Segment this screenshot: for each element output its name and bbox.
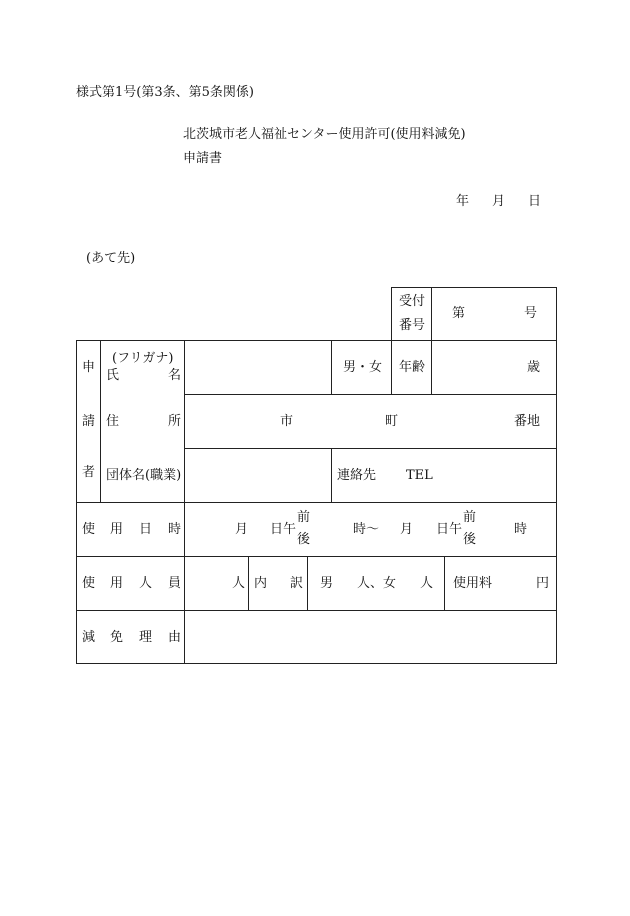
- reception-no-prefix: 第: [452, 306, 466, 321]
- divider: [444, 556, 445, 610]
- people-unit: 人: [232, 576, 246, 591]
- divider: [331, 340, 332, 394]
- addressee: (あて先): [86, 251, 136, 266]
- datetime-label-1: 使: [82, 522, 96, 537]
- divider: [76, 502, 557, 503]
- applicant-side-2: 請: [82, 414, 96, 429]
- divider: [331, 448, 332, 502]
- divider: [248, 556, 249, 610]
- datetime-pm: 後: [297, 532, 311, 547]
- divider: [76, 610, 557, 611]
- datetime-am-2: 前: [463, 510, 477, 525]
- reception-no-suffix: 号: [524, 306, 538, 321]
- datetime-day-ampm: 日午: [270, 522, 297, 537]
- reduction-label-4: 由: [168, 630, 182, 645]
- male-label: 男: [320, 576, 334, 591]
- address-city: 市: [280, 414, 294, 429]
- form-title: 北茨城市老人福祉センター使用許可(使用料減免): [183, 127, 466, 142]
- datetime-pm-2: 後: [463, 532, 477, 547]
- date-year: 年: [456, 194, 470, 209]
- form-title-sub: 申請書: [183, 151, 223, 166]
- people-label-4: 員: [168, 576, 182, 591]
- address-label-1: 住: [106, 414, 120, 429]
- gender-choice: 男・女: [343, 360, 383, 375]
- datetime-month: 月: [235, 522, 249, 537]
- reduction-label-1: 減: [82, 630, 96, 645]
- datetime-hour-to: 時: [514, 522, 528, 537]
- applicant-side-3: 者: [82, 465, 96, 480]
- reception-label-2: 番号: [399, 318, 426, 333]
- people-label-2: 用: [110, 576, 124, 591]
- tel-label: TEL: [406, 468, 433, 483]
- name-label-2: 名: [168, 368, 182, 383]
- date-day: 日: [528, 194, 542, 209]
- people-label-3: 人: [139, 576, 153, 591]
- divider: [431, 287, 432, 341]
- address-label-2: 所: [168, 414, 182, 429]
- divider: [184, 394, 557, 395]
- divider: [307, 556, 308, 610]
- female-unit: 人: [420, 576, 434, 591]
- furigana-label: (フリガナ): [112, 351, 174, 366]
- divider: [391, 340, 392, 394]
- datetime-month-2: 月: [400, 522, 414, 537]
- divider: [184, 448, 557, 449]
- datetime-label-3: 日: [139, 522, 153, 537]
- address-town: 町: [385, 414, 399, 429]
- fee-yen: 円: [536, 576, 550, 591]
- reduction-label-2: 免: [110, 630, 124, 645]
- male-unit: 人、女: [357, 576, 397, 591]
- divider: [184, 340, 185, 664]
- datetime-am: 前: [297, 510, 311, 525]
- datetime-label-4: 時: [168, 522, 182, 537]
- reduction-label-3: 理: [139, 630, 153, 645]
- breakdown-label-2: 訳: [290, 576, 304, 591]
- divider: [100, 340, 101, 502]
- applicant-side-1: 申: [82, 360, 96, 375]
- datetime-day-ampm-2: 日午: [436, 522, 463, 537]
- divider: [431, 340, 432, 394]
- form-number: 様式第1号(第3条、第5条関係): [76, 85, 254, 100]
- datetime-label-2: 用: [110, 522, 124, 537]
- divider: [76, 556, 557, 557]
- org-label: 団体名(職業): [106, 468, 182, 483]
- breakdown-label-1: 内: [254, 576, 268, 591]
- people-label-1: 使: [82, 576, 96, 591]
- age-label: 年齢: [399, 360, 426, 375]
- date-month: 月: [492, 194, 506, 209]
- contact-label: 連絡先: [337, 468, 377, 483]
- datetime-hour-from: 時〜: [353, 522, 380, 537]
- reception-label-1: 受付: [399, 294, 426, 309]
- age-unit: 歳: [527, 360, 541, 375]
- fee-label: 使用料: [453, 576, 493, 591]
- address-lot: 番地: [514, 414, 541, 429]
- name-label-1: 氏: [106, 368, 120, 383]
